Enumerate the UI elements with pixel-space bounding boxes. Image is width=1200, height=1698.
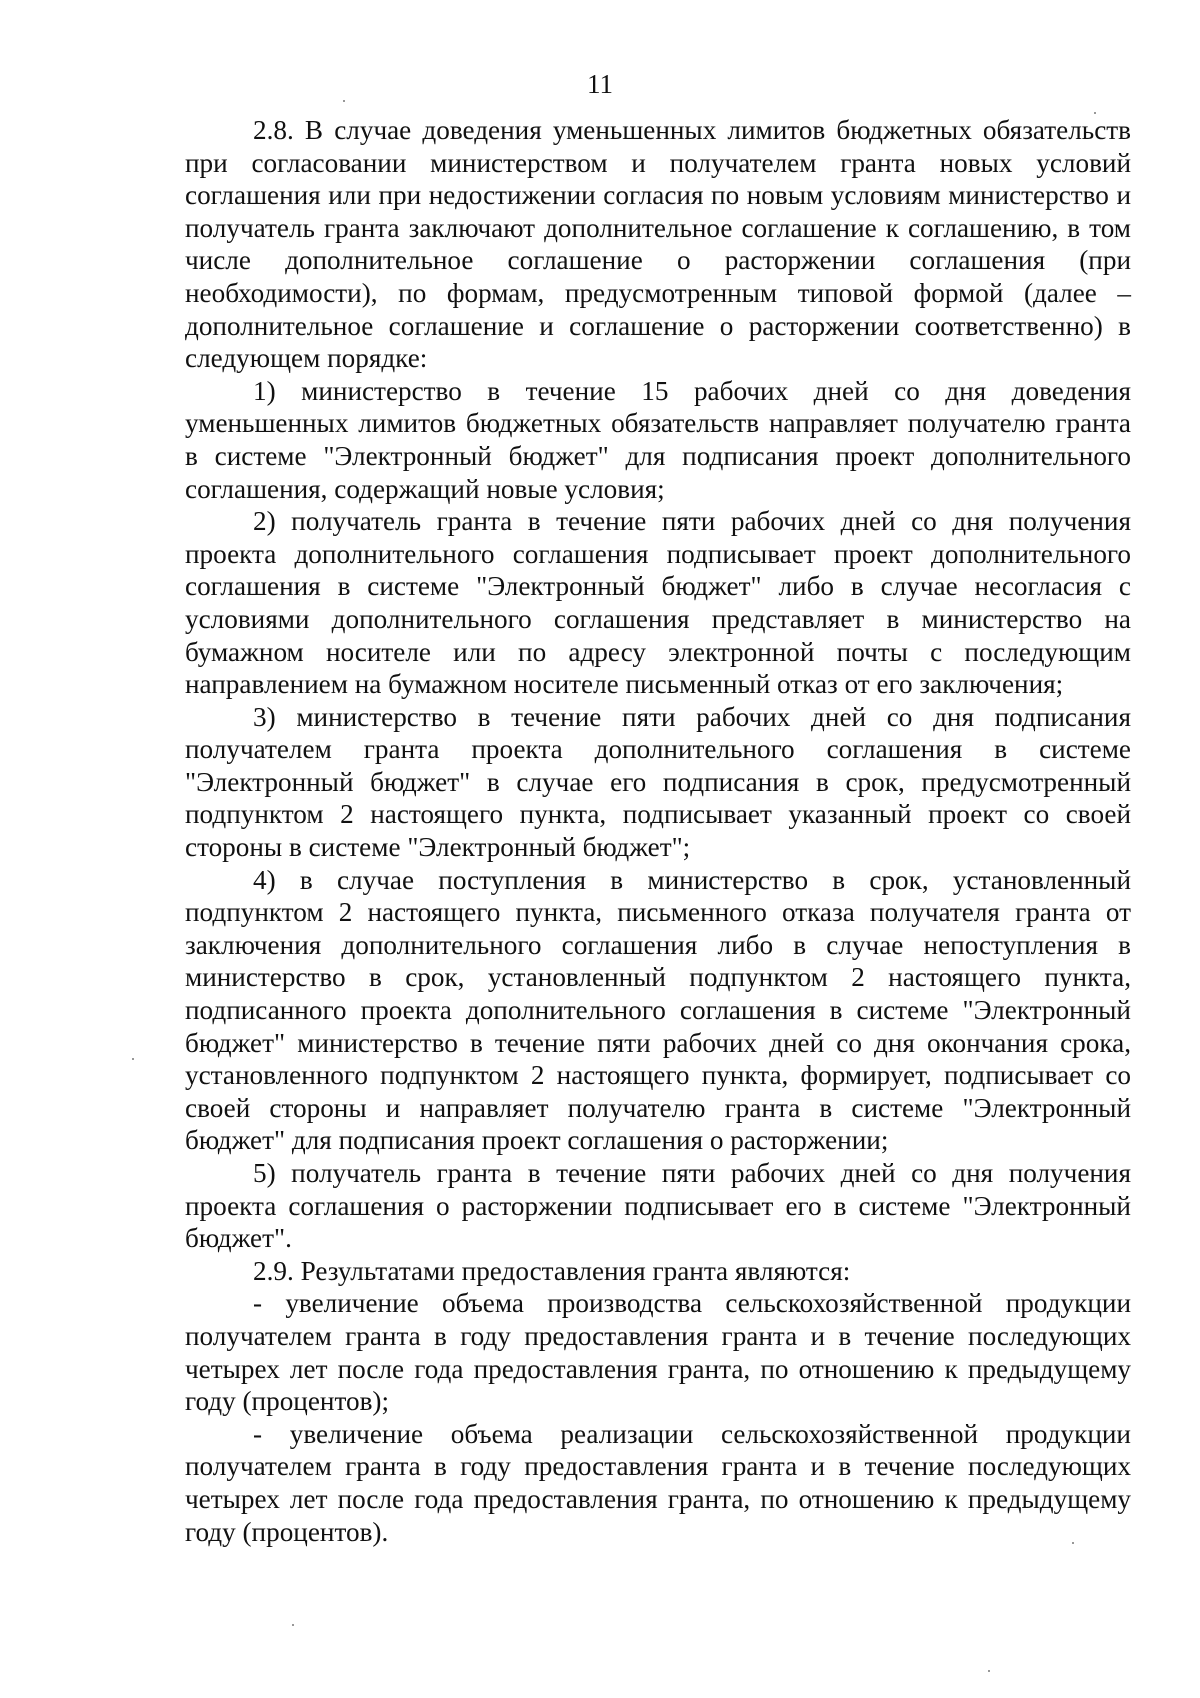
scan-speck [343, 100, 345, 102]
paragraph-result-sales: - увеличение объема реализации сельскохозяйственной продукции получателем гранта в году предоставления гранта и в течение последующих четырех лет после года предоставления гранта, по отношению к предыдущему году (процентов). [185, 1418, 1131, 1547]
scan-speck [1072, 1542, 1074, 1544]
document-body [185, 114, 1131, 1548]
paragraph-item-1: 1) министерство в течение 15 рабочих дней со дня доведения уменьшенных лимитов бюджетных обязательств направляет получателю гранта в системе "Электронный бюджет" для подписания проект дополнительного соглашения, содержащий новые условия; [185, 375, 1131, 504]
scan-speck [1094, 112, 1096, 114]
page-number: 11 [587, 69, 613, 99]
paragraph-result-production: - увеличение объема производства сельскохозяйственной продукции получателем гранта в году предоставления гранта и в течение последующих четырех лет после года предоставления гранта, по отношению к предыдущему году (процентов); [185, 1288, 1131, 1417]
paragraph-item-2: 2) получатель гранта в течение пяти рабочих дней со дня получения проекта дополнительного соглашения подписывает проект дополнительного соглашения в системе "Электронный бюджет" либо в случае несогласия с условиями дополнительного соглашения представляет в министерство на бумажном носителе или по адресу электронной почты с последующим направлением на бумажном носителе письменный отказ от его заключения; [185, 506, 1131, 700]
paragraph-2-8: 2.8. В случае доведения уменьшенных лимитов бюджетных обязательств при согласовании министерством и получателем гранта новых условий соглашения или при недостижении согласия по новым условиям министерство и получатель гранта заключают дополнительное соглашение к соглашению, в том числе дополнительное соглашение о расторжении соглашения (при необходимости), по формам, предусмотренным типовой формой (далее – дополнительное соглашение и соглашение о расторжении соответственно) в следующем порядке: [185, 115, 1131, 374]
paragraph-2-9: 2.9. Результатами предоставления гранта являются: [253, 1255, 851, 1286]
paragraph-item-5: 5) получатель гранта в течение пяти рабочих дней со дня получения проекта соглашения о расторжении подписывает его в системе "Электронный бюджет". [185, 1158, 1131, 1254]
scan-speck [988, 1670, 990, 1672]
paragraph-item-4: 4) в случае поступления в министерство в срок, установленный подпунктом 2 настоящего пункта, письменного отказа получателя гранта от заключения дополнительного соглашения либо в случае непоступления в министерство в срок, установленный подпунктом 2 настоящего пункта, подписанного проекта дополнительного соглашения в системе "Электронный бюджет" министерство в течение пяти рабочих дней со дня окончания срока, установленного подпунктом 2 настоящего пункта, формирует, подписывает со своей стороны и направляет получателю гранта в системе "Электронный бюджет" для подписания проект соглашения о расторжении; [185, 864, 1131, 1156]
scan-speck [132, 1058, 134, 1060]
scan-speck [292, 1624, 294, 1626]
paragraph-item-3: 3) министерство в течение пяти рабочих дней со дня подписания получателем гранта проекта дополнительного соглашения в системе "Электронный бюджет" в случае его подписания в срок, предусмотренный подпунктом 2 настоящего пункта, подписывает указанный проект со своей стороны в системе "Электронный бюджет"; [185, 701, 1131, 863]
